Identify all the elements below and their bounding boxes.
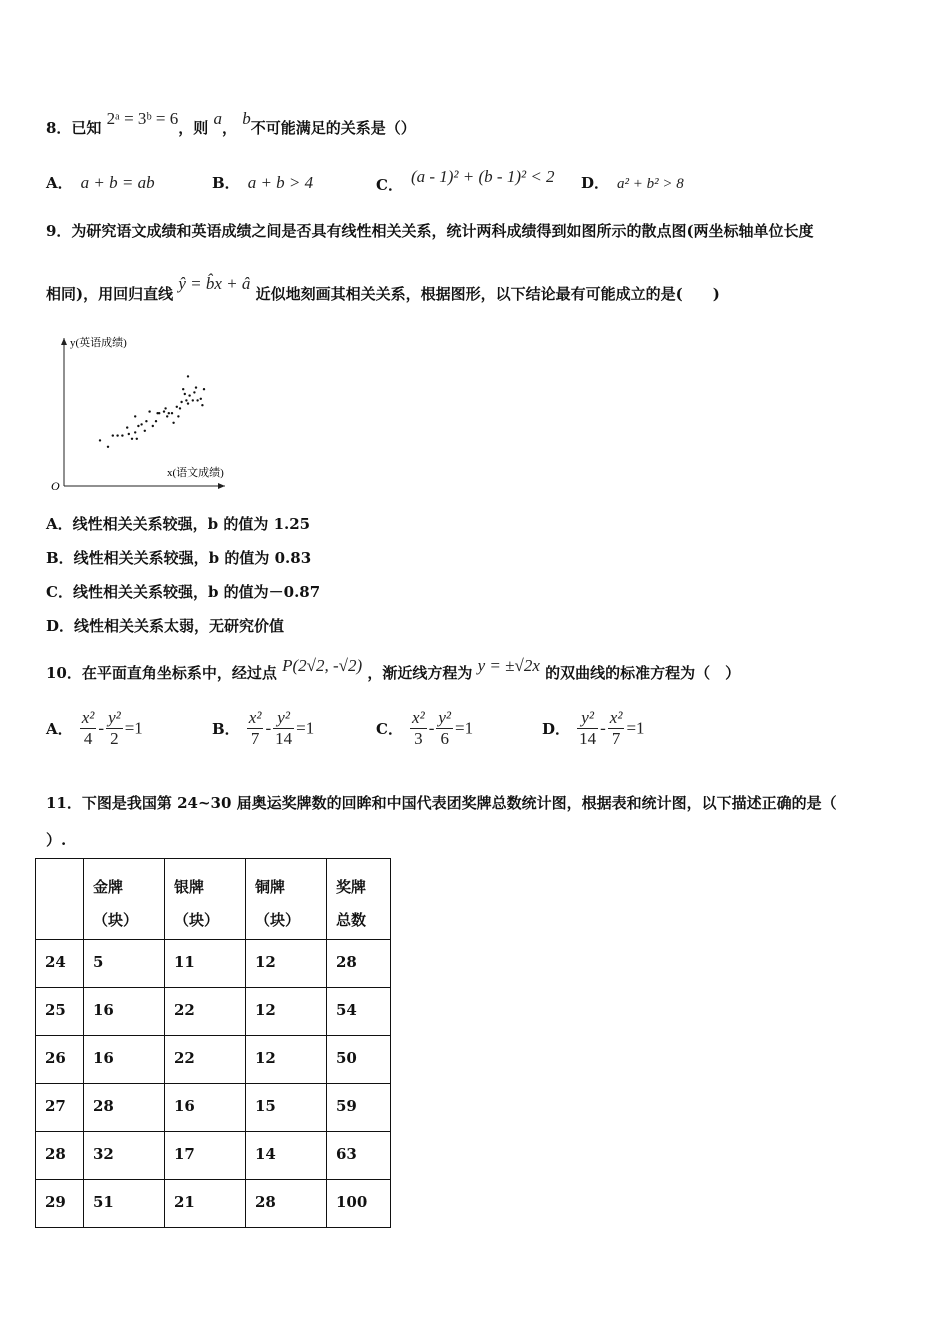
- q9-option-a[interactable]: A．线性相关关系较强，b 的值为 1.25: [46, 515, 311, 533]
- q10-asymptote: y = ±√2x: [477, 656, 540, 675]
- table-cell: 16: [165, 1084, 246, 1132]
- q8-tail: 不可能满足的关系是（）: [250, 119, 416, 137]
- table-cell: 28: [327, 940, 391, 988]
- table-cell: 22: [165, 1036, 246, 1084]
- q10-option-d[interactable]: [542, 708, 645, 749]
- x-axis-arrow: [218, 483, 225, 489]
- table-cell: 27: [36, 1084, 84, 1132]
- scatter-point: [196, 399, 198, 401]
- fraction: [247, 708, 264, 749]
- minus-sign: -: [428, 718, 435, 738]
- q10-option-c[interactable]: [376, 708, 473, 749]
- header-line: 金牌: [93, 878, 124, 896]
- q10-mid: ，渐近线方程为: [367, 664, 473, 682]
- scatter-point: [163, 410, 165, 412]
- denominator: 14: [579, 729, 597, 748]
- q9-option-c[interactable]: C．线性相关关系较强，b 的值为－0.87: [46, 583, 321, 601]
- numerator: y²: [577, 708, 598, 729]
- header-line: 奖牌: [336, 878, 367, 896]
- scatter-point: [112, 434, 114, 436]
- table-cell: 12: [246, 988, 327, 1036]
- scatter-point: [131, 438, 133, 440]
- table-cell: 25: [36, 988, 84, 1036]
- scatter-point: [192, 399, 194, 401]
- q8-option-expr: a + b = ab: [80, 173, 155, 192]
- header-line: （块）: [93, 911, 139, 929]
- scatter-point: [193, 391, 195, 393]
- table-row: [36, 1132, 391, 1180]
- scatter-point: [126, 426, 128, 428]
- table-cell: 54: [327, 988, 391, 1036]
- table-cell: 5: [84, 940, 165, 988]
- table-row: [36, 988, 391, 1036]
- table-cell: 29: [36, 1180, 84, 1228]
- fraction: [410, 708, 427, 749]
- table-cell: 22: [165, 988, 246, 1036]
- scatter-point: [201, 404, 203, 406]
- scatter-point: [176, 406, 178, 408]
- q9-scatter-plot: [45, 328, 235, 494]
- table-row: [36, 940, 391, 988]
- denominator: 7: [611, 729, 621, 748]
- numerator: x²: [81, 708, 95, 727]
- q8-condition: 2ᵃ = 3ᵇ = 6: [106, 109, 179, 128]
- header-cell: [327, 859, 391, 940]
- header-line: （块）: [174, 911, 220, 929]
- fraction: [80, 708, 97, 749]
- q9-line2-pre: 相同)，用回归直线: [46, 285, 174, 303]
- q10-point: P(2√2, -√2): [282, 656, 363, 675]
- table-cell: 32: [84, 1132, 165, 1180]
- denominator: 2: [110, 729, 119, 748]
- header-cell: [84, 859, 165, 940]
- table-cell: 21: [165, 1180, 246, 1228]
- scatter-point: [134, 415, 136, 417]
- q9-line2: [46, 274, 720, 304]
- fraction: [577, 708, 598, 749]
- q9-option-d[interactable]: D．线性相关关系太弱，无研究价值: [46, 617, 285, 635]
- q8-option-label: C．: [376, 176, 403, 194]
- header-cell: [246, 859, 327, 940]
- q8-then: ，则: [178, 119, 209, 137]
- header-line: （块）: [255, 911, 301, 929]
- q8-option-expr: a + b > 4: [247, 173, 314, 192]
- numerator: x²: [609, 708, 623, 727]
- scatter-point: [179, 407, 181, 409]
- q9-line1: 9．为研究语文成绩和英语成绩之间是否具有线性相关关系，统计两科成绩得到如图所示的散点图(两坐标轴单位长度: [46, 222, 814, 240]
- table-cell: 51: [84, 1180, 165, 1228]
- q8-option-expr: a² + b² > 8: [617, 176, 684, 192]
- scatter-point: [185, 399, 187, 401]
- scatter-point: [148, 410, 150, 412]
- scatter-point: [184, 393, 186, 395]
- scatter-point: [187, 375, 189, 377]
- scatter-point: [128, 433, 130, 435]
- scatter-point: [137, 425, 139, 427]
- scatter-point: [134, 431, 136, 433]
- table-cell: 28: [246, 1180, 327, 1228]
- table-cell: 59: [327, 1084, 391, 1132]
- x-axis-label: x(语文成绩): [167, 467, 224, 479]
- q9-line2-post: 近似地刻画其相关关系，根据图形，以下结论最有可能成立的是( ): [255, 285, 720, 303]
- fraction: [106, 708, 123, 749]
- table-cell: 50: [327, 1036, 391, 1084]
- scatter-point: [99, 439, 101, 441]
- numerator: y²: [108, 708, 121, 727]
- fraction: [273, 708, 294, 749]
- q10-stem: [46, 656, 741, 683]
- q10-option-label: B．: [212, 720, 240, 738]
- fraction: [608, 708, 625, 749]
- scatter-point: [166, 415, 168, 417]
- denominator: 4: [83, 729, 93, 748]
- q8-option-c[interactable]: [376, 166, 555, 194]
- table-cell: 12: [246, 1036, 327, 1084]
- q8-option-label: A．: [46, 174, 73, 192]
- scatter-point: [171, 412, 173, 414]
- minus-sign: -: [265, 718, 272, 738]
- q10-post: 的双曲线的标准方程为（ ）: [545, 664, 741, 682]
- header-line: 总数: [336, 911, 367, 929]
- q8-var-b: b: [242, 109, 251, 128]
- scatter-point: [172, 422, 174, 424]
- q9-regression-formula: ŷ = b̂x + â: [178, 274, 251, 293]
- q8-comma: ，: [222, 119, 238, 137]
- scatter-point: [107, 446, 109, 448]
- table-cell: 15: [246, 1084, 327, 1132]
- scatter-point: [182, 388, 184, 390]
- scatter-point: [203, 388, 205, 390]
- scatter-point: [145, 420, 147, 422]
- scatter-point: [195, 386, 197, 388]
- q8-option-d[interactable]: [581, 172, 684, 193]
- q10-option-label: D．: [542, 720, 571, 738]
- scatter-point: [164, 407, 166, 409]
- table-cell: 12: [246, 940, 327, 988]
- scatter-point: [158, 412, 160, 414]
- q8-option-a[interactable]: [46, 172, 155, 193]
- scatter-point: [200, 398, 202, 400]
- table-cell: 100: [327, 1180, 391, 1228]
- equals-one: =1: [296, 718, 315, 738]
- q11-line2: ）.: [46, 831, 67, 849]
- q8-option-label: D．: [581, 174, 610, 192]
- table-row: [36, 1036, 391, 1084]
- scatter-point: [168, 412, 170, 414]
- numerator: y²: [438, 708, 452, 727]
- table-cell: 16: [84, 1036, 165, 1084]
- q10-option-b[interactable]: [212, 708, 314, 749]
- denominator: 7: [250, 729, 260, 748]
- scatter-point: [177, 415, 179, 417]
- q8-number: 8．已知: [46, 119, 102, 137]
- q10-option-label: C．: [376, 720, 403, 738]
- y-axis-arrow: [61, 338, 67, 345]
- q10-pre: 10．在平面直角坐标系中，经过点: [46, 664, 277, 682]
- header-line: 铜牌: [255, 878, 286, 896]
- scatter-point: [180, 401, 182, 403]
- q8-var-a: a: [213, 109, 223, 128]
- table-cell: 17: [165, 1132, 246, 1180]
- table-cell: 26: [36, 1036, 84, 1084]
- numerator: x²: [412, 708, 425, 727]
- equals-one: =1: [124, 718, 143, 738]
- q9-option-b[interactable]: B．线性相关关系较强，b 的值为 0.83: [46, 549, 312, 567]
- q10-option-a[interactable]: [46, 708, 143, 749]
- table-cell: 28: [84, 1084, 165, 1132]
- minus-sign: -: [98, 718, 105, 738]
- table-cell: 24: [36, 940, 84, 988]
- table-cell: 63: [327, 1132, 391, 1180]
- q11-line1: 11．下图是我国第 24~30 届奥运奖牌数的回眸和中国代表团奖牌总数统计图，根据表和统计图，以下描述正确的是（: [46, 794, 837, 812]
- q8-stem: [46, 109, 416, 138]
- table-row: [36, 1180, 391, 1228]
- q8-option-label: B．: [212, 174, 240, 192]
- minus-sign: -: [600, 718, 606, 738]
- y-axis-label: y(英语成绩): [70, 337, 127, 349]
- denominator: 3: [414, 729, 423, 748]
- scatter-point: [155, 420, 157, 422]
- scatter-point: [188, 394, 190, 396]
- scatter-point: [140, 423, 142, 425]
- scatter-point: [187, 402, 189, 404]
- scatter-point: [152, 425, 154, 427]
- table-cell: 16: [84, 988, 165, 1036]
- scatter-point: [121, 434, 123, 436]
- q10-option-label: A．: [46, 720, 73, 738]
- fraction: [436, 708, 453, 749]
- scatter-point: [116, 434, 118, 436]
- equals-one: =1: [626, 718, 645, 738]
- header-cell: [36, 859, 84, 940]
- table-cell: 14: [246, 1132, 327, 1180]
- header-line: 银牌: [174, 878, 205, 896]
- table-row: [36, 1084, 391, 1132]
- origin-label: O: [51, 479, 60, 493]
- q8-option-b[interactable]: [212, 172, 313, 193]
- equals-one: =1: [455, 718, 474, 738]
- denominator: 6: [440, 729, 449, 748]
- scatter-point: [136, 438, 138, 440]
- numerator: x²: [248, 708, 262, 727]
- q8-option-expr: (a - 1)² + (b - 1)² < 2: [410, 167, 555, 186]
- scatter-points: [99, 375, 205, 448]
- table-cell: 28: [36, 1132, 84, 1180]
- table-header-row: [36, 859, 391, 940]
- numerator: y²: [273, 708, 294, 729]
- denominator: 14: [275, 729, 293, 748]
- medal-table: [35, 858, 391, 1228]
- table-cell: 11: [165, 940, 246, 988]
- scatter-point: [144, 430, 146, 432]
- header-cell: [165, 859, 246, 940]
